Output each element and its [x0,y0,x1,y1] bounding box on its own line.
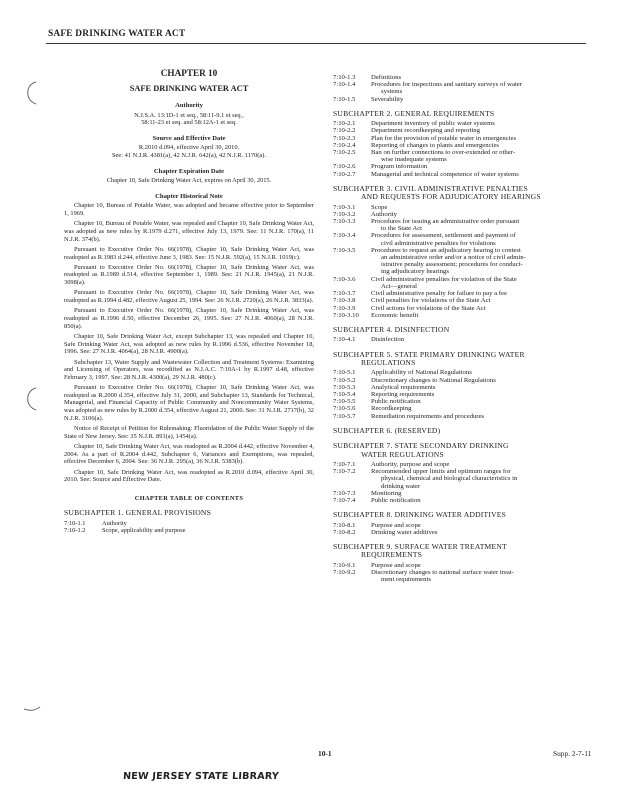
section-title: Scope, applicability and purpose [102,527,186,535]
toc-row [333,74,585,81]
section-number: 7:10-7.3 [333,489,356,497]
section-title: Discretionary changes to national surface water treat- ment requirements [371,569,514,584]
history-paragraph: Pursuant to Executive Order No. 66(1978), Chapter 10, Safe Drinking Water Act, was readopted as R.1994 d.482, effective August 25, 1994. See: 26 N.J.R. 2720(a), 26 N.J.R. 3833(a). [64,289,314,305]
toc-row [333,312,585,319]
toc-row [333,562,585,569]
section-title: Civil administrative penalty for failure to pay a fee [371,290,507,298]
toc-row [333,211,585,218]
section-number: 7:10-3.10 [333,311,359,319]
section-number: 7:10-7.4 [333,496,356,504]
section-title: Program information [371,163,428,171]
section-number: 7:10-3.1 [333,203,356,211]
section-number: 7:10-2.7 [333,170,356,178]
toc-row [333,336,585,343]
section-number: 7:10-7.2 [333,468,356,476]
section-title: Ban on further connections to over-extended or other- wise inadequate systems [371,149,516,164]
section-number: 7:10-3.5 [333,246,356,254]
supplement-date: Supp. 2-7-11 [553,749,592,758]
section-number: 7:10-3.9 [333,304,356,312]
section-number: 7:10-2.1 [333,120,356,128]
section-title: Drinking water additives [371,528,438,536]
section-title: Reporting of changes to plants and emergencies [371,141,500,149]
subchapter-heading: SUBCHAPTER 9. SURFACE WATER TREATMENT REQUIREMENTS [333,542,507,560]
section-number: 7:10-8.2 [333,528,356,536]
section-number: 7:10-5.5 [333,398,356,406]
toc-row [333,405,585,412]
section-number: 7:10-2.5 [333,149,356,157]
toc-list [333,522,585,536]
section-title: Civil penalties for violations of the State Act [371,297,491,305]
toc-row [333,96,585,103]
page-number: 10-1 [318,749,332,758]
section-title: Applicability of National Regulations [371,369,472,377]
section-title: Public notification [371,398,421,406]
section-title: Definitions [371,74,402,81]
section-number: 7:10-3.8 [333,297,356,305]
toc-row [333,522,585,529]
toc-row [333,163,585,170]
section-title: Department inventory of public water systems [371,120,495,128]
toc-row [333,305,585,312]
toc-list [333,369,585,419]
toc-row [333,413,585,420]
toc-list [333,562,585,584]
section-number: 7:10-3.6 [333,275,356,283]
subchapter-heading: SUBCHAPTER 8. DRINKING WATER ADDITIVES [333,510,507,520]
toc-row [333,290,585,297]
section-title: Scope [371,203,388,211]
running-header: SAFE DRINKING WATER ACT [48,29,186,39]
section-title: Procedures for assessment, settlement and payment of civil administrative penalties for violations [371,232,516,247]
toc-row [333,398,585,405]
toc-row [333,127,585,134]
section-number: 7:10-1.1 [64,519,86,527]
toc-row [333,232,585,246]
section-title: Department recordkeeping and reporting [371,127,480,135]
section-title: Recordkeeping [371,405,412,413]
chapter-title: SAFE DRINKING WATER ACT [129,84,249,93]
toc-row [333,569,585,583]
toc-row [333,529,585,536]
source-line: See: 41 N.J.R. 4381(a), 42 N.J.R. 642(a), 42 N.J.R. 1170(a). [111,151,266,159]
section-number: 7:10-1.3 [333,74,356,81]
toc-row [333,135,585,142]
section-title: Purpose and scope [371,521,421,529]
section-title: Analytical requirements [371,383,436,391]
section-number: 7:10-3.7 [333,290,356,298]
section-number: 7:10-2.4 [333,141,356,149]
section-number: 7:10-5.4 [333,390,356,398]
subchapter-heading: SUBCHAPTER 5. STATE PRIMARY DRINKING WATER REGULATIONS [333,349,525,367]
history-heading: Chapter Historical Note [155,192,223,200]
section-number: 7:10-1.4 [333,81,356,89]
section-number: 7:10-7.1 [333,460,356,468]
left-column [64,68,314,535]
toc-row [333,218,585,232]
section-number: 7:10-2.3 [333,134,356,142]
toc-row [333,369,585,376]
section-title: Disinfection [371,336,405,344]
section-title: Purpose and scope [371,561,421,569]
punch-hole-icon [20,80,42,106]
section-number: 7:10-2.6 [333,163,356,171]
header-rule [46,43,586,44]
toc-row [333,276,585,290]
history-paragraph: Chapter 10, Safe Drinking Water Act, was readopted as R.2010 d.094, effective April 30, 2010. See: Source and Effective Date. [64,468,314,484]
toc-row [333,142,585,149]
library-stamp: NEW JERSEY STATE LIBRARY [122,771,280,782]
section-number: 7:10-1.2 [64,527,86,535]
section-number: 7:10-3.3 [333,218,356,226]
section-title: Authority, purpose and scope [371,460,450,468]
toc-list [333,336,585,343]
toc-list [333,120,585,178]
section-title: Civil administrative penalties for violation of the State Act—general [371,275,517,290]
source-line: R.2010 d.094, effective April 30, 2010. [138,144,240,152]
subchapter-heading: SUBCHAPTER 4. DISINFECTION [333,324,450,334]
expiration-text: Chapter 10, Safe Drinking Water Act, expires on April 30, 2015. [106,177,272,185]
section-number: 7:10-5.7 [333,412,356,420]
subchapter-heading: SUBCHAPTER 1. GENERAL PROVISIONS [64,508,212,518]
toc-row [333,377,585,384]
punch-hole-icon [20,386,42,412]
section-title: Managerial and technical competence of water systems [371,170,519,178]
authority-heading: Authority [175,102,203,109]
toc-row [333,391,585,398]
section-number: 7:10-9.2 [333,569,356,577]
subchapter-heading: SUBCHAPTER 2. GENERAL REQUIREMENTS [333,108,495,118]
section-number: 7:10-3.2 [333,210,356,218]
toc-list [333,74,585,103]
source-heading: Source and Effective Date [152,134,226,142]
authority-line: N.J.S.A. 13:1D-1 et seq., 58:11-9.1 et seq., [134,111,244,119]
authority-line: 58:11-23 et seq. and 58:12A-1 et seq. [141,119,237,127]
toc-row [64,520,314,528]
subchapter-heading: SUBCHAPTER 3. CIVIL ADMINISTRATIVE PENALTIES AND REQUESTS FOR ADJUDICATORY HEARINGS [333,183,541,202]
section-title: Monitoring [371,489,402,497]
history-paragraph: Subchapter 13, Water Supply and Wastewater Collection and Treatment Systems: Examining and Licensing of Operators, was recodified as N.J.A.C. 7:10A-1 by R.1997 d.48, effective February 3, 1997. See: 28 N.J.R. 4300(a), 29 N.J.R. 480(c). [64,358,314,381]
toc-row [333,149,585,163]
history-paragraph: Pursuant to Executive Order No. 66(1978), Chapter 10, Safe Drinking Water Act, was readopted as R.1989 d.514, effective September 1, 1989. See: 21 N.J.R. 1945(a), 21 N.J.R. 3098(a). [64,263,314,287]
section-title: Procedures to request an adjudicatory hearing to contest an administrative order and/or a notice of civil admin- istrative penalty assessment; procedures for conduct- ing adjudicatory hearings [371,246,526,276]
history-notes [64,202,314,483]
toc-row [333,297,585,304]
toc-row [333,171,585,178]
section-number: 7:10-4.1 [333,336,356,344]
section-number: 7:10-5.3 [333,383,356,391]
history-paragraph: Pursuant to Executive Order No. 66(1978), Chapter 10, Safe Drinking Water Act, was readopted as R.1983 d.244, effective June 3, 1983. See: 15 N.J.R. 592(a), 15 N.J.R. 1019(c). [64,245,314,261]
section-title: Procedures for inspections and sanitary surveys of water systems [371,81,522,96]
section-number: 7:10-9.1 [333,561,356,569]
toc-row [333,497,585,504]
section-number: 7:10-5.1 [333,369,356,377]
toc-list [333,461,585,504]
section-title: Reporting requirements [371,390,435,398]
subchapter-heading: SUBCHAPTER 6. (RESERVED) [333,425,441,435]
section-number: 7:10-2.2 [333,127,356,135]
toc-row [333,384,585,391]
toc-row [333,204,585,211]
chapter-number: CHAPTER 10 [160,68,218,78]
section-number: 7:10-3.4 [333,232,356,240]
toc-row [333,81,585,95]
history-paragraph: Chapter 10, Bureau of Potable Water, was adopted and became effective prior to September 1, 1969. [64,202,314,217]
right-column [333,74,585,583]
section-title: Procedures for issuing an administrative order pursuant to the State Act [371,218,520,233]
section-title: Discretionary changes to National Regulations [371,376,496,384]
history-paragraph: Chapter 10, Safe Drinking Water Act, was readopted as R.2004 d.442, effective November 4, 2004. As a part of R.2004 d.442, Subchapter 6, Variances and Exemptions, was repealed, effective December 6, 2004. See: 36 N.J.R. 295(a), 36 N.J.R. 5383(b). [64,442,314,466]
section-number: 7:10-8.1 [333,521,356,529]
toc-row [64,527,314,535]
toc-row [333,490,585,497]
history-paragraph: Chapter 10, Safe Drinking Water Act, except Subchapter 13, was repealed and Chapter 10, Safe Drinking Water Act, was adopted as new rules by R.1996 d.536, effective November 18, 1996. See: 27 N.J.R. 4064(a), 28 N.J.R. 4900(a). [64,333,314,356]
expiration-heading: Chapter Expiration Date [153,167,225,175]
history-paragraph: Notice of Receipt of Petition for Rulemaking: Fluoridation of the Public Water Supply of the State of New Jersey. See: 35 N.J.R. 891(a), 1454(a). [64,424,314,440]
history-paragraph: Pursuant to Executive Order No. 66(1978), Chapter 10, Safe Drinking Water Act, was readopted as R.2000 d.354, effective July 31, 2000, and Subchapter 13, Standards for Technical, Managerial, and Financial Capacity of Public Community and Noncommunity Water Systems, was adopted as new rules by R.2000 d.354, effective August 21, 2000. See: 31 N.J.R. 2717(b), 32 N.J.R. 3106(a). [64,384,314,422]
section-number: 7:10-1.5 [333,95,356,103]
toc-list [333,204,585,319]
toc-row [333,120,585,127]
toc-heading: CHAPTER TABLE OF CONTENTS [134,494,244,502]
toc-row [333,247,585,276]
section-title: Authority [371,210,398,218]
section-number: 7:10-5.6 [333,405,356,413]
section-title: Remediation requirements and procedures [371,412,485,420]
history-paragraph: Pursuant to Executive Order No. 66(1978), Chapter 10, Safe Drinking Water Act, was readopted as R.1996 d.50, effective December 26, 1995. See: 27 N.J.R. 4060(a), 28 N.J.R. 850(a). [64,307,314,330]
section-title: Severability [371,95,404,103]
section-number: 7:10-5.2 [333,376,356,384]
toc-list [64,520,314,535]
section-title: Public notification [371,496,421,504]
section-title: Plan for the provision of potable water in emergencies [371,134,517,142]
section-title: Authority [102,519,127,527]
toc-row [333,468,585,490]
history-paragraph: Chapter 10, Bureau of Potable Water, was repealed and Chapter 10, Safe Drinking Water Act, was adopted as new rules by R.1979 d.271, effective July 13, 1979. See: 11 N.J.R. 170(a), 11 N.J.R. 374(b). [64,220,314,243]
section-title: Economic benefit [371,311,419,319]
punch-hole-icon [20,700,42,712]
section-title: Civil actions for violations of the State Act [371,304,486,312]
section-title: Recommended upper limits and optimum ranges for physical, chemical and biological characteristics in drinking water [371,468,518,490]
subchapter-heading: SUBCHAPTER 7. STATE SECONDARY DRINKING WATER REGULATIONS [333,441,509,459]
toc-row [333,461,585,468]
